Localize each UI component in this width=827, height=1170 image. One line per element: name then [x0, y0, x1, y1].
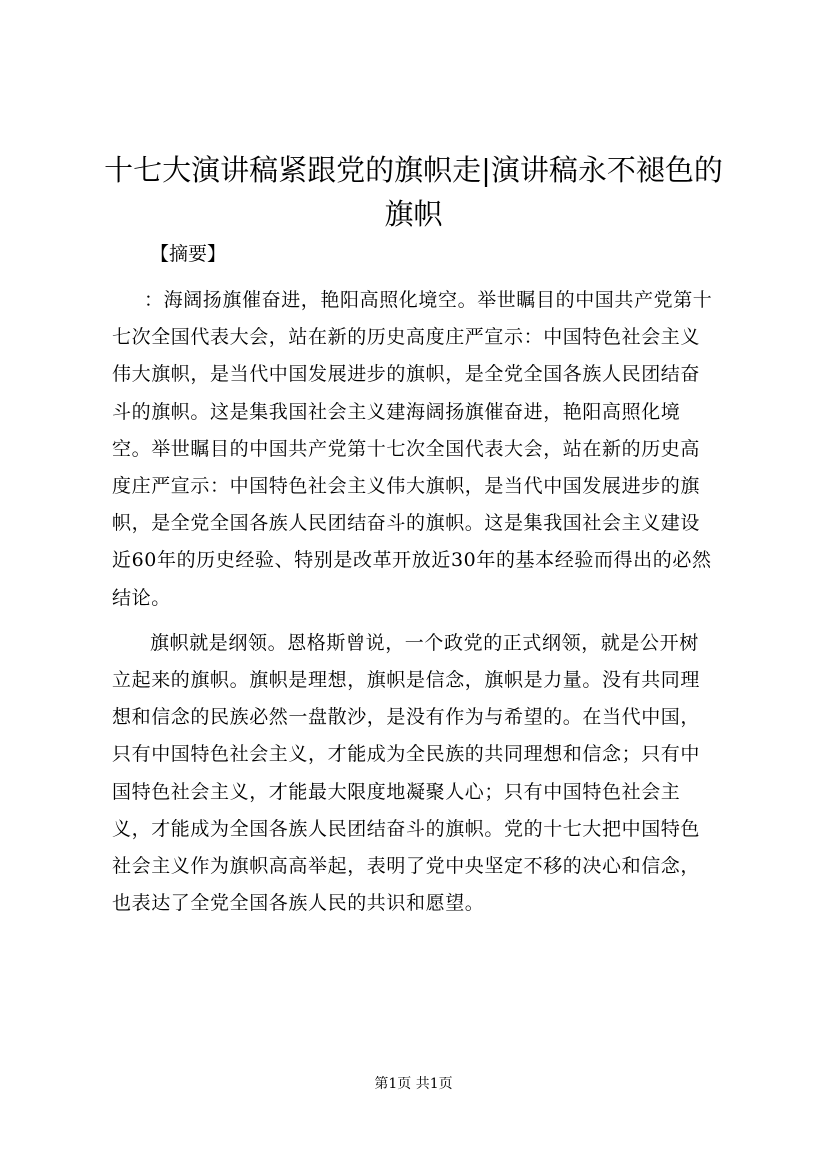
abstract-label: 【摘要】	[150, 243, 227, 265]
paragraph-banner: 旗帜就是纲领。恩格斯曾说，一个政党的正式纲领，就是公开树立起来的旗帜。旗帜是理想，旗帜是信念，旗帜是力量。没有共同理想和信念的民族必然一盘散沙，是没有作为与希望的。在当代中国，只有中国特色社会主义，才能成为全民族的共同理想和信念；只有中国特色社会主义，才能最大限度地凝聚人心；只有中国特色社会主义，才能成为全国各族人民团结奋斗的旗帜。党的十七大把中国特色社会主义作为旗帜高高举起，表明了党中央坚定不移的决心和信念，也表达了全党全国各族人民的共识和愿望。	[112, 631, 701, 915]
document-title: 十七大演讲稿紧跟党的旗帜走|演讲稿永不褪色的旗帜	[104, 153, 723, 231]
page-footer: 第1页 共1页	[374, 1076, 453, 1092]
paragraph-abstract: ：海阔扬旗催奋进，艳阳高照化境空。举世瞩目的中国共产党第十七次全国代表大会，站在新的历史高度庄严宣示：中国特色社会主义伟大旗帜，是当代中国发展进步的旗帜，是全党全国各族人民团结奋斗的旗帜。这是集我国社会主义建海阔扬旗催奋进，艳阳高照化境空。举世瞩目的中国共产党第十七次全国代表大会，站在新的历史高度庄严宣示：中国特色社会主义伟大旗帜，是当代中国发展进步的旗帜，是全党全国各族人民团结奋斗的旗帜。这是集我国社会主义建设近60年的历史经验、特别是改革开放近30年的基本经验而得出的必然结论。	[112, 289, 713, 609]
document-body	[112, 282, 716, 922]
